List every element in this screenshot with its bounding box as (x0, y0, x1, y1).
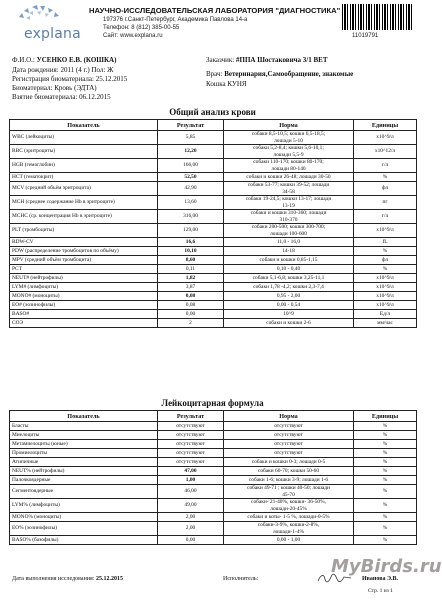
unit-cell: Ед/л (354, 310, 417, 319)
norm-line: отсутствуют (274, 422, 303, 429)
unit-cell: x10^9/л (354, 224, 417, 238)
table-row (10, 301, 417, 310)
footer-date (12, 576, 123, 582)
result-cell: 129,00 (158, 224, 224, 238)
lab-logo (10, 4, 80, 48)
result-cell: отсутствуют (158, 440, 224, 449)
indicator-cell: RDW-CV (10, 238, 158, 247)
indicator-cell: EO% (эозинофилы) (10, 522, 158, 536)
norm-line: собаки 60-70; кошки 50-60 (257, 467, 320, 474)
norm-cell (224, 485, 354, 499)
result-cell: отсутствуют (158, 449, 224, 458)
norm-cell (224, 536, 354, 545)
norm-line: 11,0 - 16,0 (276, 238, 301, 245)
indicator-cell: MONO# (моноциты) (10, 292, 158, 301)
table-row (10, 485, 417, 499)
norm-line: собаки 49-71 ; кошки 40-50; лошади (247, 485, 330, 492)
footer-date-label: Дата выполнения исследования: (12, 576, 95, 582)
indicator-cell: Бласты (10, 422, 158, 431)
result-cell: 47,00 (158, 467, 224, 476)
table-row (10, 159, 417, 173)
norm-cell (224, 283, 354, 292)
norm-cell (224, 145, 354, 159)
norm-cell (224, 301, 354, 310)
result-cell: 166,00 (158, 159, 224, 173)
barcode-number: 11019791 (352, 33, 379, 39)
footer-page: Стр. 1 из 1 (368, 588, 393, 594)
unit-cell: % (354, 265, 417, 274)
doctor-line (206, 70, 353, 78)
norm-line: 34-58 (282, 188, 295, 195)
unit-cell: мм/час (354, 319, 417, 328)
norm-line: собаки-3-9%, кошки-2-8%, (257, 522, 320, 529)
table-row (10, 224, 417, 238)
indicator-cell: BASO# (10, 310, 158, 319)
norm-line: 0,95 - 2,00 (276, 292, 301, 299)
norm-cell (224, 499, 354, 513)
lab-phone: Телефон: 8 (812) 385-00-55 (103, 25, 180, 31)
indicator-cell: LYM% (лимфоциты) (10, 499, 158, 513)
table-row (10, 173, 417, 182)
indicator-cell: MCH (среднее содержание Hb в эритроците) (10, 196, 158, 210)
unit-cell: % (354, 513, 417, 522)
table-row (10, 467, 417, 476)
result-cell: 1,82 (158, 274, 224, 283)
patient-biomaterial: Биоматериал: Кровь (ЭДТА) (12, 84, 97, 92)
unit-cell: % (354, 247, 417, 256)
indicator-cell: Атипичные (10, 458, 158, 467)
lab-site: Сайт: www.explana.ru (103, 33, 163, 39)
lab-name: НАУЧНО-ИССЛЕДОВАТЕЛЬСКАЯ ЛАБОРАТОРИЯ "ДИАГНОСТИКА" (89, 6, 341, 15)
table-row (10, 499, 417, 513)
footer-performer-name: Иванова Э.В. (362, 576, 399, 582)
unit-cell: % (354, 440, 417, 449)
norm-line: собаки 53-77; кошки 39-52; лошади (247, 182, 330, 189)
norm-line: 0,00 - 0,54 (276, 301, 301, 308)
unit-cell: x10^9/л (354, 301, 417, 310)
table-row (10, 319, 417, 328)
unit-cell: % (354, 173, 417, 182)
norm-line: собаки и кошки 0-3; лошади 0-5 (251, 458, 326, 465)
norm-line: собаки 5,1-6,8; кошки 3,25-11,1 (252, 274, 325, 281)
result-cell: отсутствуют (158, 458, 224, 467)
table-row (10, 238, 417, 247)
table-row (10, 458, 417, 467)
result-cell: 5,85 (158, 131, 224, 145)
norm-line: собаки и кошки 0,85-1,15 (259, 256, 318, 263)
norm-line: 14-18 (282, 247, 295, 254)
norm-cell (224, 292, 354, 301)
table-row (10, 522, 417, 536)
unit-cell: x10^9/л (354, 131, 417, 145)
result-cell: 13,60 (158, 196, 224, 210)
result-cell: 16,6 (158, 238, 224, 247)
result-cell: 316,00 (158, 210, 224, 224)
patient-registration: Регистрация биоматериала: 25.12.2015 (12, 75, 128, 83)
result-cell: 10,10 (158, 247, 224, 256)
norm-line: собаки и кошки 2-6 (266, 319, 311, 326)
indicator-cell: СОЭ (10, 319, 158, 328)
norm-cell (224, 522, 354, 536)
table-row (10, 422, 417, 431)
unit-cell: % (354, 499, 417, 513)
patient-taken: Взятие биоматериала: 06.12.2015 (12, 93, 111, 101)
norm-cell (224, 210, 354, 224)
norm-cell (224, 449, 354, 458)
unit-cell: г/л (354, 210, 417, 224)
unit-cell: % (354, 422, 417, 431)
doctor-value: Ветеринария,Самообращение, знакомые (224, 70, 354, 78)
table-row (10, 431, 417, 440)
norm-cell (224, 182, 354, 196)
table-row (10, 247, 417, 256)
norm-line: лошади 80-140 (271, 165, 306, 172)
unit-cell: % (354, 536, 417, 545)
result-cell: 0,08 (158, 301, 224, 310)
norm-cell (224, 131, 354, 145)
table-row (10, 196, 417, 210)
norm-line: лошади 100-600 (270, 230, 307, 237)
norm-line: 0,00 - 1,00 (276, 536, 301, 543)
doctor-label: Врач: (206, 70, 223, 78)
footer-performer-label: Исполнитель: (223, 576, 259, 582)
result-cell: 2,00 (158, 522, 224, 536)
unit-cell: % (354, 458, 417, 467)
patient-fio (12, 56, 116, 64)
table-row (10, 283, 417, 292)
indicator-cell: MCHC (ср. концентрация Hb в эритроците) (10, 210, 158, 224)
norm-cell (224, 224, 354, 238)
indicator-cell: Миелоциты (10, 431, 158, 440)
indicator-cell: HCT (гематокрит) (10, 173, 158, 182)
table-row (10, 476, 417, 485)
unit-cell: пг (354, 196, 417, 210)
result-cell: отсутствуют (158, 431, 224, 440)
norm-cell (224, 476, 354, 485)
indicator-cell: NEUT% (нейтрофилы) (10, 467, 158, 476)
result-cell: 52,50 (158, 173, 224, 182)
indicator-cell: HGB (гемоглобин) (10, 159, 158, 173)
result-cell: 0,11 (158, 265, 224, 274)
unit-cell: x10^9/л (354, 274, 417, 283)
indicator-cell: RBC (эритроциты) (10, 145, 158, 159)
header-result: Результат (158, 411, 224, 422)
indicator-cell: PDW (распределение тромбоцитов по объёму) (10, 247, 158, 256)
result-cell: 0,08 (158, 292, 224, 301)
barcode (342, 4, 412, 30)
norm-line: собаки 5,2-8,4; кошки 5,6-10,1; (253, 145, 324, 152)
unit-cell: фл (354, 256, 417, 265)
table-row (10, 513, 417, 522)
result-cell: 2 (158, 319, 224, 328)
result-cell: 8,60 (158, 256, 224, 265)
norm-cell (224, 247, 354, 256)
result-cell: 49,00 (158, 499, 224, 513)
leuko-table (9, 410, 417, 545)
unit-cell: % (354, 431, 417, 440)
norm-line: 13-19 (282, 202, 295, 209)
norm-line: собаки и кошки 26-48; лошади 30-50 (246, 173, 331, 180)
header-units: Единицы (354, 120, 417, 131)
norm-line: собаки 1,78 -4,2; кошки 2,3-7,4 (253, 283, 324, 290)
indicator-cell: PCT (10, 265, 158, 274)
table-row (10, 449, 417, 458)
indicator-cell: LYM# (лимфоциты) (10, 283, 158, 292)
norm-line: 0,10 - 0,40 (276, 265, 301, 272)
indicator-cell: MONO% (моноциты) (10, 513, 158, 522)
indicator-cell: Метамиелоциты (юные) (10, 440, 158, 449)
indicator-cell: Сегментоядерные (10, 485, 158, 499)
norm-cell (224, 431, 354, 440)
norm-line: собаки 1-6; кошки 3-9; лошади 1-6 (248, 476, 329, 483)
patient-fio-label: Ф.И.О.: (12, 56, 35, 64)
table-row (10, 256, 417, 265)
unit-cell: % (354, 476, 417, 485)
norm-cell (224, 274, 354, 283)
unit-cell: фл (354, 182, 417, 196)
table-row (10, 145, 417, 159)
norm-cell (224, 458, 354, 467)
result-cell: 2,00 (158, 513, 224, 522)
unit-cell: % (354, 485, 417, 499)
norm-line: собаки 110-170; кошки 80-170; (253, 159, 324, 166)
customer-label: Заказчик: (206, 56, 235, 64)
patient-fio-value: УСЕНКО Е.В. (КОШКА) (36, 56, 117, 64)
norm-cell (224, 238, 354, 247)
header-units: Единицы (354, 411, 417, 422)
unit-cell: x10^12/л (354, 145, 417, 159)
cbc-title: Общий анализ крови (169, 107, 256, 117)
norm-cell (224, 173, 354, 182)
header-norm: Норма (224, 120, 354, 131)
header-indicator: Показатель (10, 120, 158, 131)
lab-address: 197376 г.Санкт-Петербург, Академика Павлова 14-а (103, 17, 248, 23)
norm-line: собаки 19-24,5; кошки 13-17; лошади (245, 196, 332, 203)
unit-cell: % (354, 449, 417, 458)
indicator-cell: NEUT# (нейтрофилы) (10, 274, 158, 283)
norm-cell (224, 159, 354, 173)
norm-cell (224, 265, 354, 274)
leuko-title: Лейкоцитарная формула (161, 398, 264, 408)
norm-cell (224, 422, 354, 431)
patient-birth: Дата рождения: 2011 (4 г.) Пол: Ж (12, 66, 114, 74)
unit-cell: x10^9/л (354, 292, 417, 301)
indicator-cell: MCV (средний объём эритроцита) (10, 182, 158, 196)
unit-cell: % (354, 467, 417, 476)
norm-line: лошади 5,5-9 (273, 151, 304, 158)
norm-line: отсутствуют (274, 449, 303, 456)
indicator-cell: EO# (эозинофилы) (10, 301, 158, 310)
norm-line: лошади-1-4% (272, 528, 305, 535)
table-row (10, 182, 417, 196)
norm-line: 10^9 (283, 310, 294, 317)
cbc-table (9, 119, 417, 328)
customer-value: #ППА Шостаковича 3/1 ВЕТ (236, 56, 328, 64)
header-indicator: Показатель (10, 411, 158, 422)
norm-line: собаки- 21-40%, кошки- 36-50%, (251, 499, 326, 506)
result-cell: 0,00 (158, 536, 224, 545)
norm-cell (224, 196, 354, 210)
norm-cell (224, 319, 354, 328)
table-row (10, 310, 417, 319)
norm-line: лошади-20-45% (270, 505, 307, 512)
species-line: Кошка КУНЯ (206, 80, 247, 88)
header-result: Результат (158, 120, 224, 131)
footer-date-value: 25.12.2015 (95, 576, 123, 582)
norm-line: отсутствуют (274, 431, 303, 438)
norm-line: отсутствуют (274, 440, 303, 447)
result-cell: 12,20 (158, 145, 224, 159)
norm-cell (224, 310, 354, 319)
watermark: MyBirds.ru (331, 556, 442, 577)
norm-line: 45-70 (282, 491, 295, 498)
table-row (10, 131, 417, 145)
logo-wordmark: explana (24, 26, 81, 42)
table-row (10, 440, 417, 449)
norm-line: собаки и кошки 310-360; лошади (250, 210, 327, 217)
table-row (10, 265, 417, 274)
norm-line: собаки 200-500; кошки 300-700; (251, 224, 326, 231)
indicator-cell: MPV (средний объём тромбоцита) (10, 256, 158, 265)
result-cell: 46,00 (158, 485, 224, 499)
norm-line: собаки 8,5-10,5; кошки 6,5-18,5; (251, 131, 326, 138)
indicator-cell: Палочкоядерные (10, 476, 158, 485)
table-row (10, 210, 417, 224)
norm-line: собаки и коты- 1-5 %, лошади-0-5% (247, 513, 330, 520)
norm-line: 310-370 (279, 216, 298, 223)
norm-cell (224, 440, 354, 449)
norm-cell (224, 513, 354, 522)
header-norm: Норма (224, 411, 354, 422)
unit-cell: г/л (354, 159, 417, 173)
table-row (10, 292, 417, 301)
result-cell: отсутствуют (158, 422, 224, 431)
table-row (10, 536, 417, 545)
unit-cell: % (354, 522, 417, 536)
indicator-cell: PLT (тромбоциты) (10, 224, 158, 238)
norm-cell (224, 256, 354, 265)
norm-line: лошади 5-10 (274, 137, 303, 144)
indicator-cell: Промиелоциты (10, 449, 158, 458)
indicator-cell: BASO% (базофилы) (10, 536, 158, 545)
result-cell: 1,00 (158, 476, 224, 485)
unit-cell: x10^9/л (354, 283, 417, 292)
indicator-cell: WBC (лейкоциты) (10, 131, 158, 145)
unit-cell: fL (354, 238, 417, 247)
result-cell: 3,87 (158, 283, 224, 292)
result-cell: 42,90 (158, 182, 224, 196)
result-cell: 0,00 (158, 310, 224, 319)
norm-cell (224, 467, 354, 476)
customer-line (206, 56, 328, 64)
table-row (10, 274, 417, 283)
